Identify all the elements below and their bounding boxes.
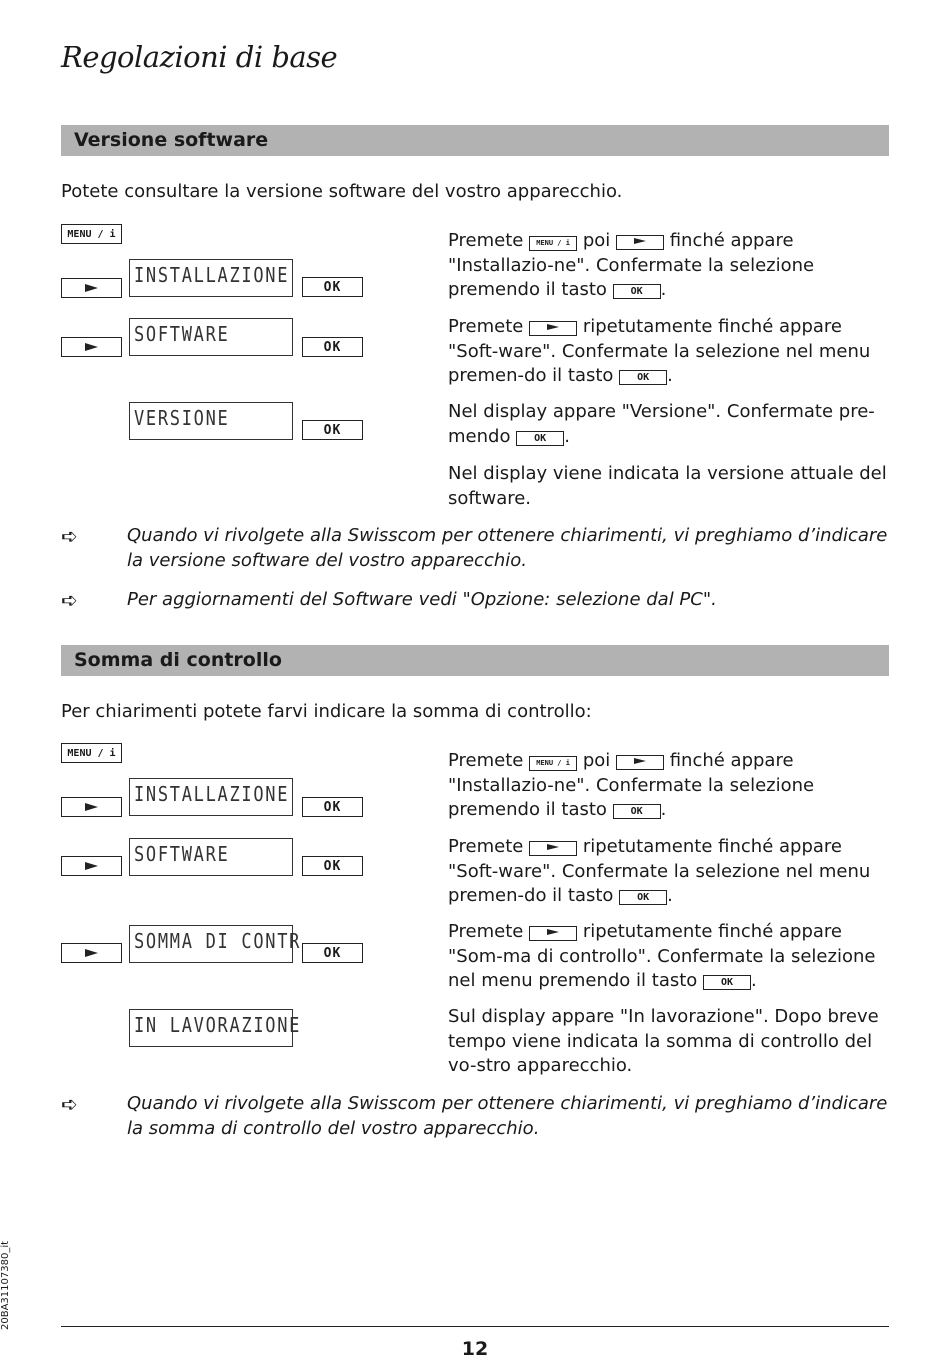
arrow-right-icon <box>85 862 98 870</box>
ok-key: OK <box>302 277 363 297</box>
instruction-step: Nel display viene indicata la versione attuale del software. <box>448 463 887 509</box>
lcd-display: VERSIONE <box>129 402 293 440</box>
note-text: Quando vi rivolgete alla Swisscom per ottenere chiarimenti, vi preghiamo d’indicare la versione software del vostro apparecchio. <box>127 525 888 571</box>
menu-key: MENU / i <box>61 743 122 763</box>
arrow-right-icon <box>547 929 559 935</box>
instruction-step: Premete ripetutamente finché appare "Soft-ware". Confermate la selezione nel menu premen-do il tasto OK . <box>448 836 871 906</box>
lcd-display: IN LAVORAZIONE <box>129 1009 293 1047</box>
arrow-right-icon <box>85 343 98 351</box>
arrow-right-key <box>61 278 122 298</box>
lcd-display: SOMMA DI CONTR <box>129 925 293 963</box>
lcd-display: INSTALLAZIONE <box>129 778 293 816</box>
arrow-right-key <box>61 943 122 963</box>
note-text: Per aggiornamenti del Software vedi "Opzione: selezione dal PC". <box>127 589 717 610</box>
menu-key: MENU / i <box>61 224 122 244</box>
footer-divider <box>61 1326 889 1327</box>
instruction-step: Sul display appare "In lavorazione". Dopo breve tempo viene indicata la somma di controllo del vo-stro apparecchio. <box>448 1006 879 1076</box>
arrow-right-icon <box>634 758 646 764</box>
arrow-right-icon <box>85 949 98 957</box>
ok-key-inline: OK <box>516 431 564 446</box>
arrow-right-icon <box>547 324 559 330</box>
ok-key-inline: OK <box>613 804 661 819</box>
arrow-key-inline <box>616 755 664 770</box>
hint-arrow-icon: ➪ <box>61 524 78 548</box>
page-number: 12 <box>461 1338 489 1360</box>
section-title: Somma di controllo <box>74 649 282 671</box>
arrow-key-inline <box>616 235 664 250</box>
ok-key-inline: OK <box>619 370 667 385</box>
ok-key-inline: OK <box>619 890 667 905</box>
arrow-right-icon <box>85 284 98 292</box>
instruction-step: Premete MENU / i poi finché appare "Installazio-ne". Confermate la selezione premendo il tasto OK . <box>448 750 815 820</box>
ok-key: OK <box>302 856 363 876</box>
lcd-display: SOFTWARE <box>129 838 293 876</box>
section-intro: Per chiarimenti potete farvi indicare la somma di controllo: <box>61 701 592 722</box>
arrow-key-inline <box>529 321 577 336</box>
ok-key: OK <box>302 797 363 817</box>
menu-key-inline: MENU / i <box>529 756 577 771</box>
arrow-right-key <box>61 337 122 357</box>
ok-key-inline: OK <box>613 284 661 299</box>
document-code: 20BA31107380_it <box>0 1240 11 1330</box>
ok-key-inline: OK <box>703 975 751 990</box>
note-text: Quando vi rivolgete alla Swisscom per ottenere chiarimenti, vi preghiamo d’indicare la somma di controllo del vostro apparecchio. <box>127 1093 888 1139</box>
section-title: Versione software <box>74 129 269 151</box>
instruction-step: Premete ripetutamente finché appare "Som-ma di controllo". Confermate la selezione nel menu premendo il tasto OK . <box>448 921 876 991</box>
menu-key-inline: MENU / i <box>529 236 577 251</box>
arrow-key-inline <box>529 926 577 941</box>
ok-key: OK <box>302 337 363 357</box>
page-title: Regolazioni di base <box>61 40 338 74</box>
hint-arrow-icon: ➪ <box>61 1092 78 1116</box>
hint-arrow-icon: ➪ <box>61 588 78 612</box>
arrow-key-inline <box>529 841 577 856</box>
arrow-right-icon <box>547 844 559 850</box>
arrow-right-icon <box>85 803 98 811</box>
instruction-step: Nel display appare "Versione". Confermate pre-mendo OK . <box>448 401 875 447</box>
instruction-step: Premete MENU / i poi finché appare "Installazio-ne". Confermate la selezione premendo il tasto OK . <box>448 230 815 300</box>
lcd-display: INSTALLAZIONE <box>129 259 293 297</box>
arrow-right-key <box>61 797 122 817</box>
arrow-right-icon <box>634 238 646 244</box>
arrow-right-key <box>61 856 122 876</box>
section-header-versione-software <box>61 125 889 156</box>
ok-key: OK <box>302 420 363 440</box>
section-header-somma-di-controllo <box>61 645 889 676</box>
instruction-step: Premete ripetutamente finché appare "Soft-ware". Confermate la selezione nel menu premen-do il tasto OK . <box>448 316 871 386</box>
lcd-display: SOFTWARE <box>129 318 293 356</box>
section-intro: Potete consultare la versione software del vostro apparecchio. <box>61 181 623 202</box>
ok-key: OK <box>302 943 363 963</box>
